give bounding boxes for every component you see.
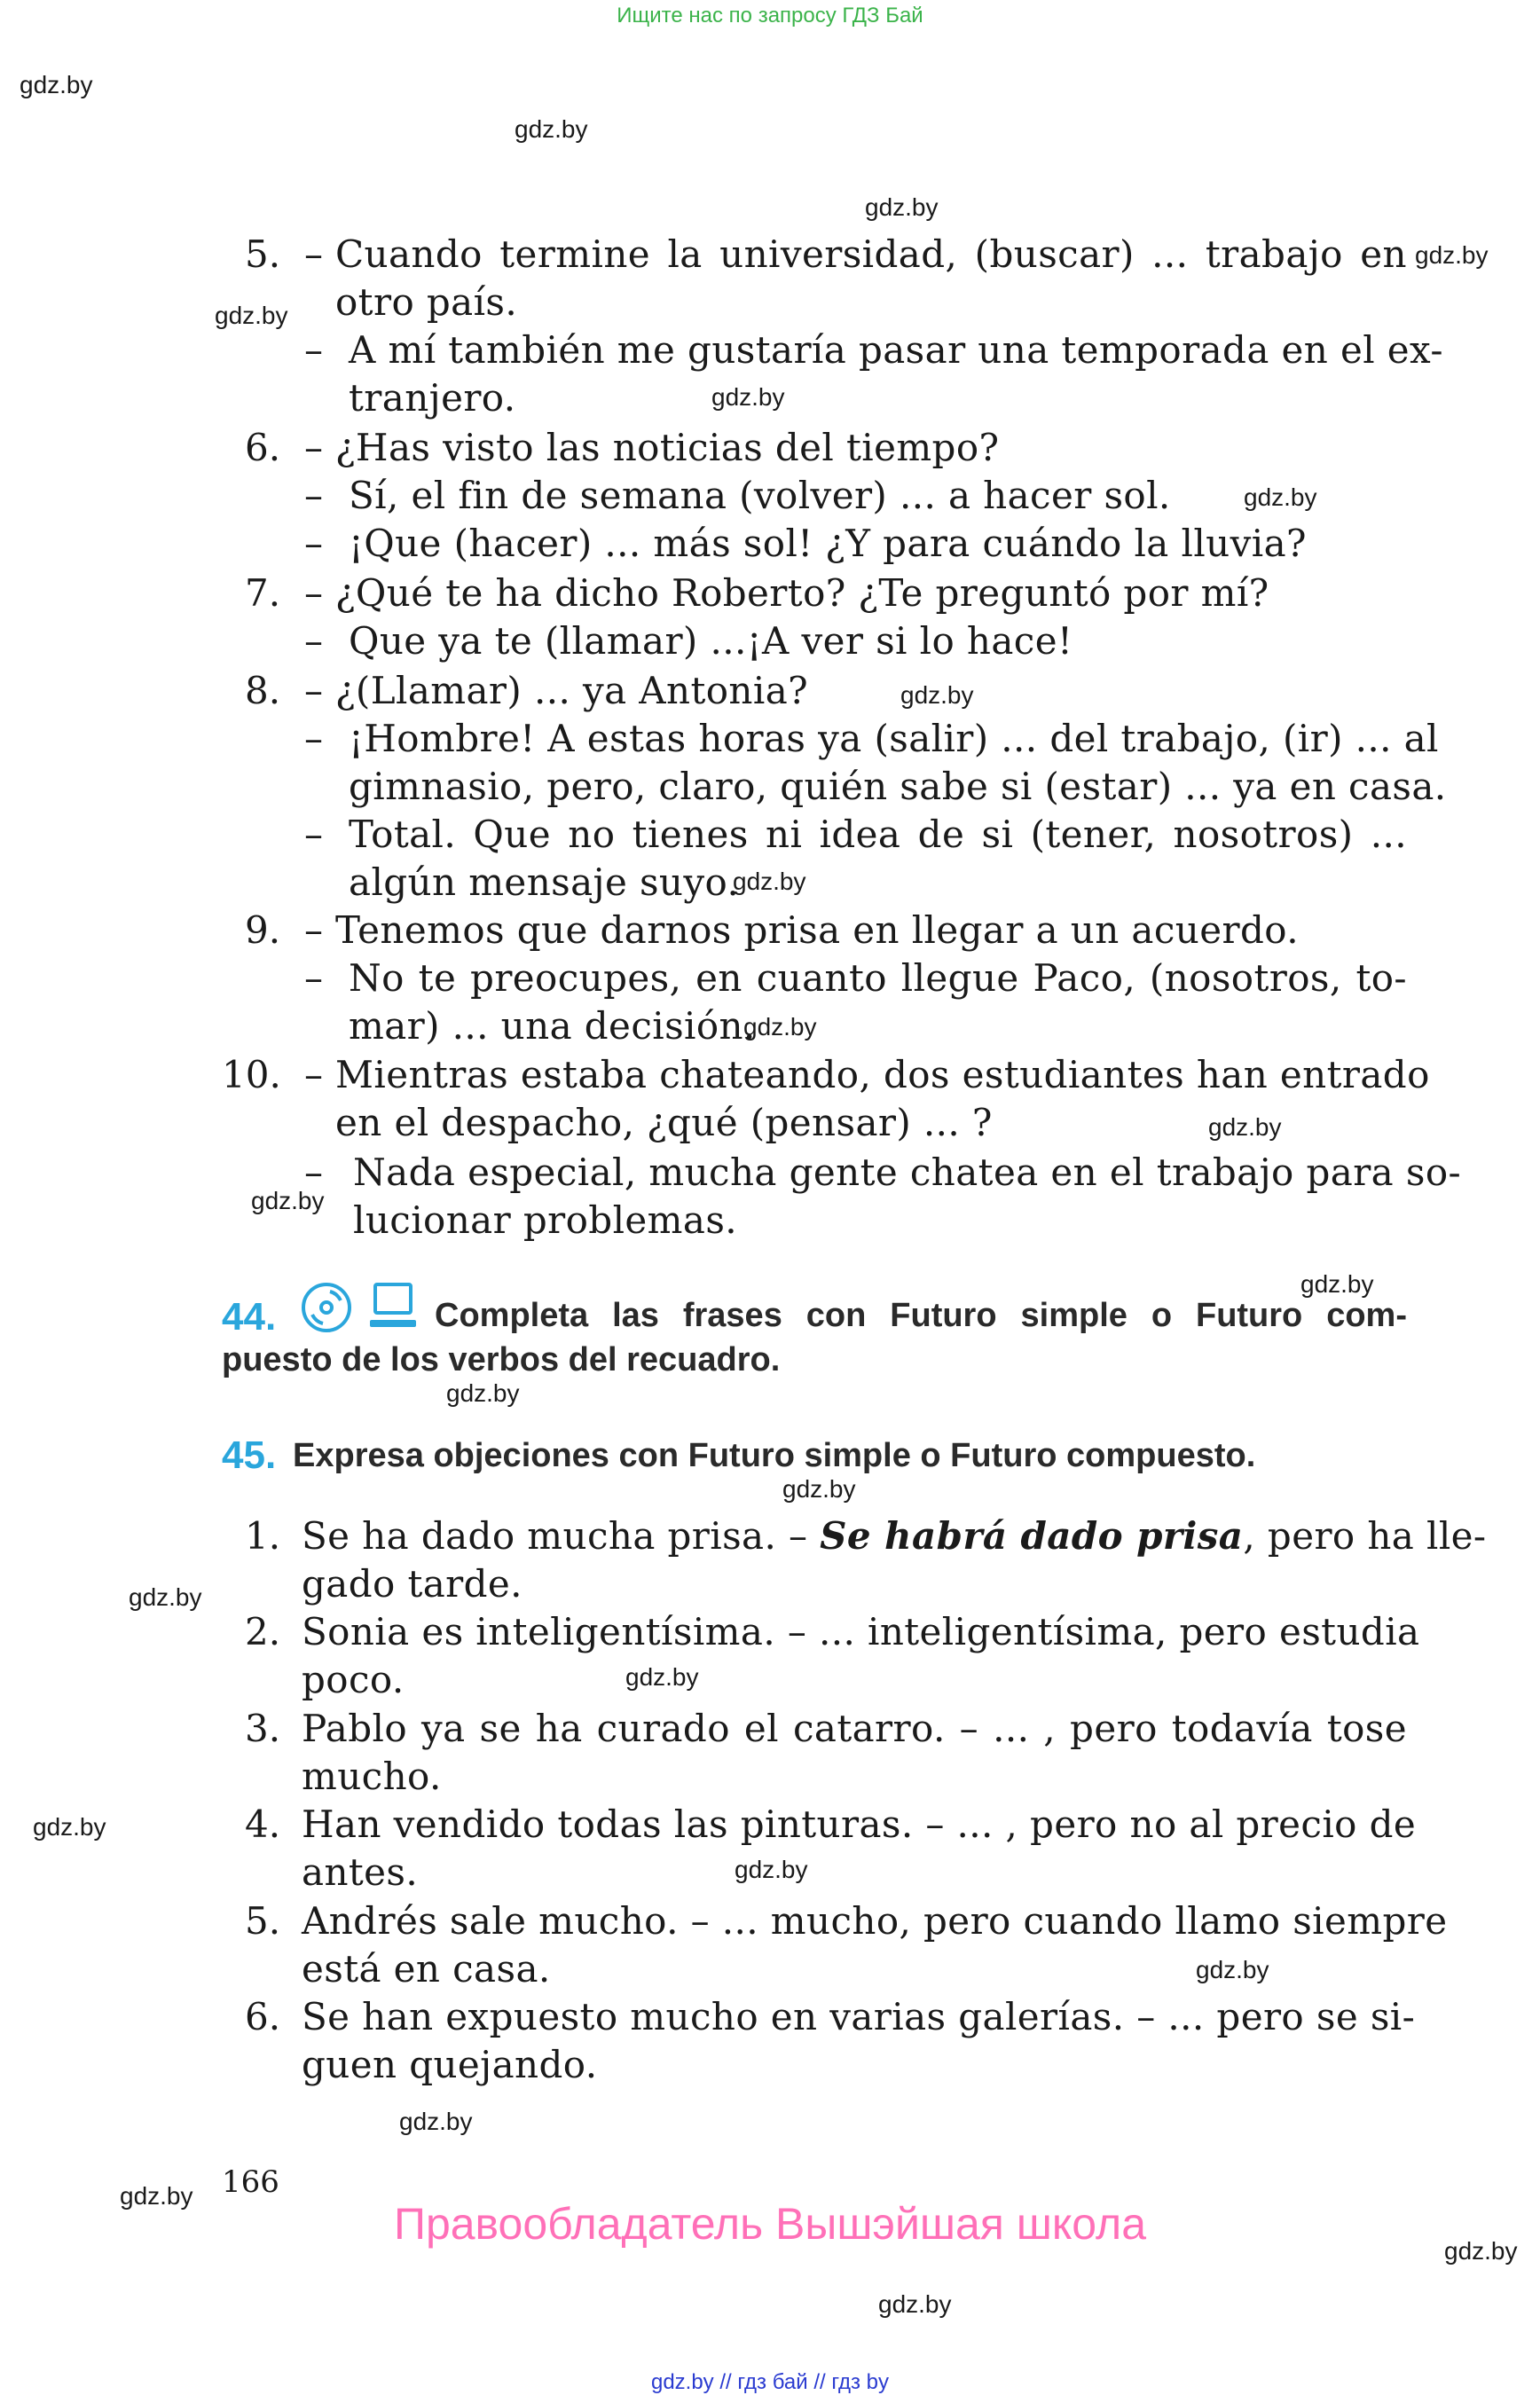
watermark: gdz.by xyxy=(1444,2237,1518,2265)
watermark: gdz.by xyxy=(215,302,288,329)
dash: – xyxy=(304,813,323,856)
sentence-line: antes. xyxy=(302,1850,419,1894)
computer-icon xyxy=(368,1281,418,1331)
watermark: gdz.by xyxy=(733,868,806,895)
dialogue-line: ¡Hombre! A estas horas ya (salir) ... del trabajo, (ir) ... al xyxy=(349,717,1439,760)
dash: – xyxy=(304,474,323,517)
item-number: 6. xyxy=(245,1995,281,2038)
copyright-notice: Правообладатель Вышэйшая школа xyxy=(394,2199,1146,2249)
dash: – xyxy=(304,1150,323,1194)
dialogue-line: No te preocupes, en cuanto llegue Paco, (nosotros, to- xyxy=(349,956,1407,1000)
sentence-line: está en casa. xyxy=(302,1947,551,1991)
dialogue-line: Tenemos que darnos prisa en llegar a un acuerdo. xyxy=(335,908,1299,952)
sentence-line: Han vendido todas las pinturas. – ... , pero no al precio de xyxy=(302,1802,1417,1846)
dash: – xyxy=(304,619,323,663)
sentence-line: guen quejando. xyxy=(302,2043,598,2086)
watermark: gdz.by xyxy=(399,2108,473,2135)
watermark: gdz.by xyxy=(1300,1270,1374,1298)
dash: – xyxy=(304,328,323,372)
watermark: gdz.by xyxy=(446,1379,520,1407)
watermark: gdz.by xyxy=(120,2182,193,2210)
dialogue-line: Sí, el fin de semana (volver) ... a hacer sol. xyxy=(349,474,1171,517)
dash: – xyxy=(304,232,323,276)
dialogue-line: Total. Que no tienes ni idea de si (tener, nosotros) ... xyxy=(349,813,1407,856)
watermark: gdz.by xyxy=(900,681,974,709)
sentence-line: mucho. xyxy=(302,1755,442,1798)
watermark: gdz.by xyxy=(1196,1956,1269,1983)
dialogue-line: tranjero. xyxy=(349,376,516,420)
dash: – xyxy=(304,908,323,952)
watermark: gdz.by xyxy=(129,1583,202,1611)
exercise-instruction: Expresa objeciones con Futuro simple o Futuro compuesto. xyxy=(293,1437,1256,1474)
item-number: 5. xyxy=(245,232,281,276)
dialogue-line: en el despacho, ¿qué (pensar) ... ? xyxy=(335,1101,993,1144)
watermark: gdz.by xyxy=(251,1187,325,1214)
sentence-line: Pablo ya se ha curado el catarro. – ... , pero todavía tose xyxy=(302,1707,1407,1750)
dialogue-line: A mí también me gustaría pasar una temporada en el ex- xyxy=(349,328,1444,372)
footer-links: gdz.by // гдз бай // гдз by xyxy=(650,2370,890,2394)
dash: – xyxy=(304,956,323,1000)
sentence-line xyxy=(302,1512,1487,1560)
dialogue-line: mar) ... una decisión. xyxy=(349,1004,756,1048)
dash: – xyxy=(304,522,323,565)
watermark: gdz.by xyxy=(1415,241,1489,269)
exercise-instruction: Completa las frases con Futuro simple o Futuro com- xyxy=(435,1297,1407,1334)
sentence-line: Andrés sale mucho. – ... mucho, pero cuando llamo siempre xyxy=(302,1899,1448,1943)
dialogue-line: Cuando termine la universidad, (buscar) ... trabajo en xyxy=(335,232,1407,276)
watermark: gdz.by xyxy=(711,383,785,411)
dialogue-line: Nada especial, mucha gente chatea en el trabajo para so- xyxy=(353,1150,1462,1194)
watermark: gdz.by xyxy=(1208,1113,1282,1141)
item-number: 4. xyxy=(245,1802,281,1846)
item-number: 10. xyxy=(222,1053,281,1096)
item-number: 6. xyxy=(245,426,281,469)
dialogue-line: gimnasio, pero, claro, quién sabe si (estar) ... ya en casa. xyxy=(349,765,1447,808)
dialogue-line: algún mensaje suyo. xyxy=(349,860,740,904)
dialogue-line: ¡Que (hacer) ... más sol! ¿Y para cuándo la lluvia? xyxy=(349,522,1307,565)
item-number: 5. xyxy=(245,1899,281,1943)
watermark: gdz.by xyxy=(878,2290,952,2318)
dash: – xyxy=(304,1053,323,1096)
top-banner: Ищите нас по запросу ГДЗ Бай xyxy=(617,4,923,27)
item-number: 3. xyxy=(245,1707,281,1750)
dash: – xyxy=(304,717,323,760)
exercise-instruction: puesto de los verbos del recuadro. xyxy=(222,1341,781,1378)
dash: – xyxy=(304,426,323,469)
sentence-line: poco. xyxy=(302,1658,405,1701)
watermark: gdz.by xyxy=(743,1013,817,1041)
dialogue-line: otro país. xyxy=(335,280,518,324)
exercise-number: 45. xyxy=(222,1433,277,1477)
item-number: 1. xyxy=(245,1514,281,1558)
watermark: gdz.by xyxy=(865,193,939,221)
sentence-line: Se han expuesto mucho en varias galerías. – ... pero se si- xyxy=(302,1995,1416,2038)
dialogue-line: Mientras estaba chateando, dos estudiantes han entrado xyxy=(335,1053,1430,1096)
watermark: gdz.by xyxy=(782,1475,856,1503)
dialogue-line: ¿Qué te ha dicho Roberto? ¿Te preguntó por mí? xyxy=(335,571,1269,615)
dialogue-line: Que ya te (llamar) ...¡A ver si lo hace! xyxy=(349,619,1073,663)
dash: – xyxy=(304,571,323,615)
exercise-number: 44. xyxy=(222,1295,277,1339)
dialogue-line: lucionar problemas. xyxy=(353,1198,738,1242)
watermark: gdz.by xyxy=(33,1813,106,1841)
dialogue-line: ¿(Llamar) ... ya Antonia? xyxy=(335,669,809,712)
sentence-text: , pero ha lle- xyxy=(1243,1514,1487,1558)
item-number: 7. xyxy=(245,571,281,615)
sentence-text: Se ha dado mucha prisa. – xyxy=(302,1514,821,1558)
item-number: 9. xyxy=(245,908,281,952)
dialogue-line: ¿Has visto las noticias del tiempo? xyxy=(335,426,1000,469)
audio-disc-icon xyxy=(300,1281,353,1334)
watermark: gdz.by xyxy=(1244,483,1317,511)
sample-answer: Se habrá dado prisa xyxy=(820,1514,1244,1558)
item-number: 8. xyxy=(245,669,281,712)
page-number: 166 xyxy=(222,2164,279,2200)
watermark: gdz.by xyxy=(625,1663,699,1691)
watermark: gdz.by xyxy=(20,71,93,98)
sentence-line: Sonia es inteligentísima. – ... inteligentísima, pero estudia xyxy=(302,1610,1420,1653)
dash: – xyxy=(304,669,323,712)
sentence-line: gado tarde. xyxy=(302,1562,522,1606)
watermark: gdz.by xyxy=(735,1856,808,1883)
item-number: 2. xyxy=(245,1610,281,1653)
watermark: gdz.by xyxy=(515,115,588,143)
